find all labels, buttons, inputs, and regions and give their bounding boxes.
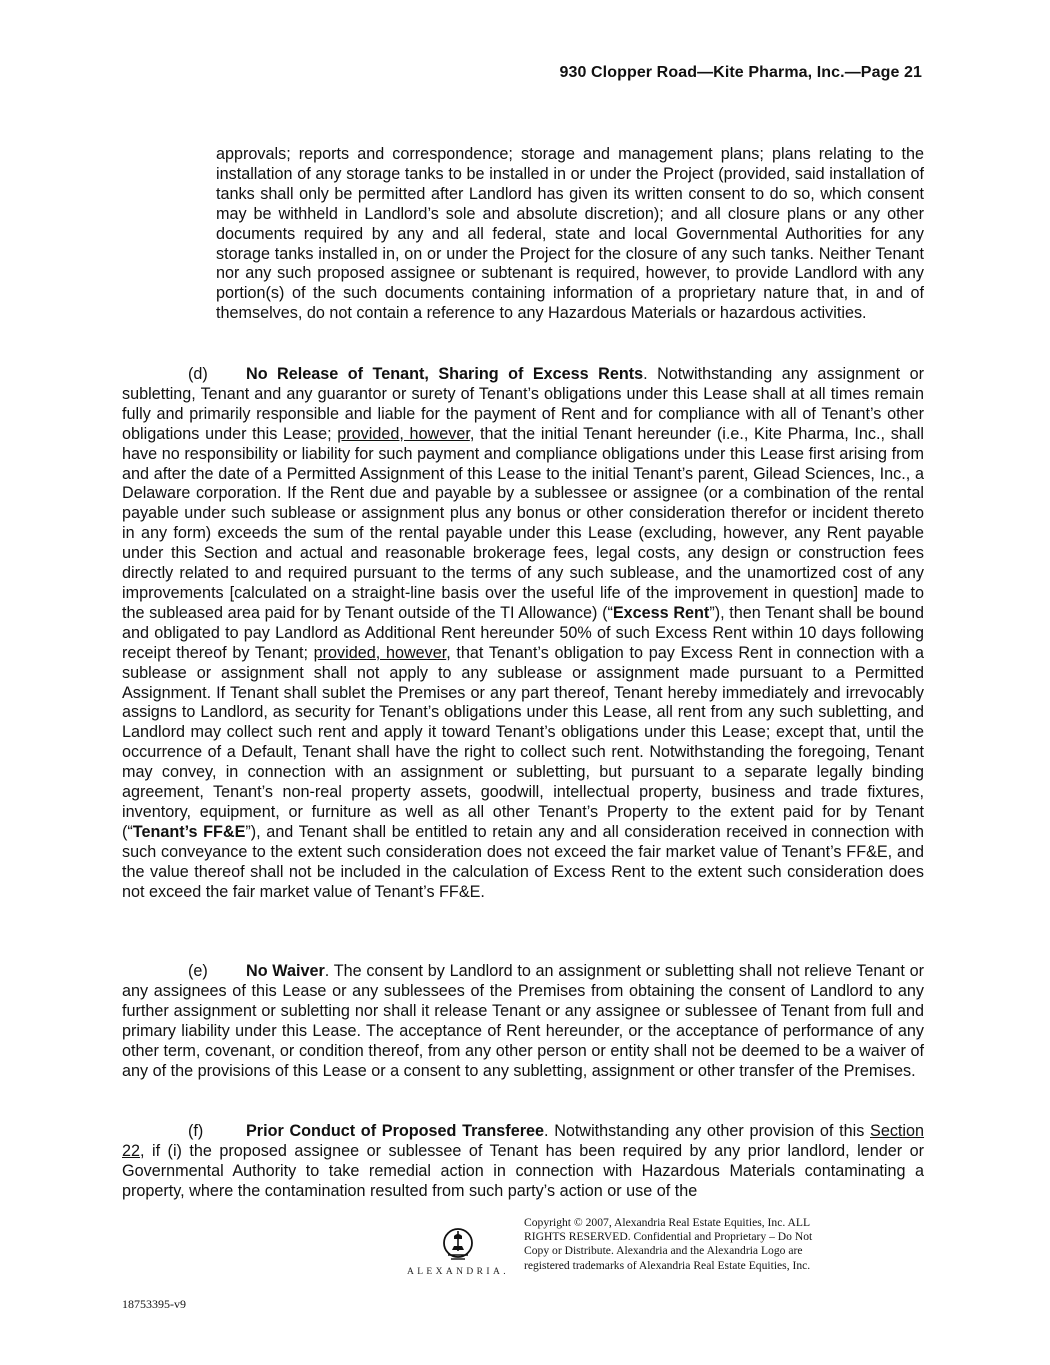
section-d-paragraph (122, 365, 924, 902)
section-e-text: . The consent by Landlord to an assignment or subletting shall not relieve Tenant or any assignees of this Lease or any sublessees of the Premises from obtaining the consent of Landlord to any further assignment or subletting nor shall it release Tenant or any assignee or sublessee of Tenant from full and primary liability under this Lease. The acceptance of Rent hereunder, or the acceptance of performance of any other term, covenant, or condition thereof, from any other person or entity shall not be deemed to be a waiver of any of the provisions of this Lease or a consent to any subletting, assignment or other transfer of the Premises. (122, 962, 925, 1080)
copyright-line: RIGHTS RESERVED. Confidential and Proprietary – Do Not (524, 1230, 813, 1244)
copyright-notice (524, 1216, 894, 1273)
section-f-letter: (f) (188, 1122, 204, 1140)
section-d-heading: No Release of Tenant, Sharing of Excess Rents (246, 365, 644, 383)
section-d-text-1: . Notwithstanding any assignment or subletting, Tenant and any guarantor or surety of Tenant’s obligations under this Lease shall at all times remain fully and primarily responsible and liable for the payment of Rent and for compliance with all of Tenant’s other obligations under this Lease; (122, 365, 925, 443)
section-22-reference: Section 22 (122, 1122, 925, 1160)
tenants-ffe-term: Tenant’s FF&E (132, 822, 246, 841)
section-d-text-4: , that Tenant’s obligation to pay Excess Rent in connection with a sublease or assignment shall not apply to any sublease or assignment made pursuant to a Permitted Assignment. If Tenant shall sublet the Premises or any part thereof, Tenant hereby immediately and irrevocably assigns to Landlord, as security for Tenant’s obligations under this Lease, all rent from any such subletting, and Landlord may collect such rent and apply it toward Tenant’s obligations under this Lease; except that, until the occurrence of a Default, Tenant shall have the right to collect such rent. Notwithstanding the foregoing, Tenant may convey, in connection with an assignment or subletting, but pursuant to a separate legally binding agreement, Tenant’s non-real property assets, goodwill, intellectual property, business and trade fixtures, inventory, equipment, or furniture as well as all other Tenant’s Property to the extent paid for by Tenant (“ (122, 643, 924, 841)
copyright-line: Copyright © 2007, Alexandria Real Estate Equities, Inc. ALL (524, 1216, 811, 1229)
section-f-text-1: . Notwithstanding any other provision of this (544, 1122, 871, 1140)
approvals-continuation-paragraph: approvals; reports and correspondence; storage and management plans; plans relating to the installation of any storage tanks to be installed in or under the Project (provided, said installation of tanks shall only be permitted after Landlord has given its written consent to do so, which consent may be withheld in Landlord’s sole and absolute discretion); and all closure plans or any other documents required by any and all federal, state and local Governmental Authorities for any storage tanks installed in, on or under the Project for the closure of any such tanks. Neither Tenant nor any such proposed assignee or subtenant is required, however, to provide Landlord with any portion(s) of the such documents containing information of a proprietary nature that, in and of themselves, do not contain a reference to any Hazardous Materials or hazardous activities. (216, 145, 924, 323)
document-id: 18753395-v9 (122, 1297, 186, 1311)
section-d-text-5: ”), and Tenant shall be entitled to retain any and all consideration received in connection with such conveyance to the extent such consideration does not exceed the fair market value of Tenant’s FF&E, and the value thereof shall not be included in the calculation of Excess Rent to the extent such consideration does not exceed the fair market value of Tenant’s FF&E. (122, 822, 924, 901)
copyright-line: registered trademarks of Alexandria Real Estate Equities, Inc. (524, 1258, 811, 1272)
alexandria-logo-text: ALEXANDRIA. (406, 1267, 510, 1277)
alexandria-logo-icon (440, 1226, 476, 1264)
alexandria-logo (396, 1226, 520, 1277)
section-d-provided-however-1: provided, however (337, 424, 470, 443)
section-d-text-3: ”), then Tenant shall be bound and obligated to pay Landlord as Additional Rent hereunder 50% of such Excess Rent within 10 days following receipt thereof by Tenant; (122, 603, 925, 662)
section-f-text-2: , if (i) the proposed assignee or sublessee of Tenant has been required by any prior landlord, lender or Governmental Authority to take remedial action in connection with Hazardous Materials contaminating a property, where the contamination resulted from such party’s action or use of the (122, 1141, 924, 1200)
excess-rent-term: Excess Rent (612, 603, 710, 622)
section-d-letter: (d) (188, 365, 208, 383)
page-header: 930 Clopper Road—Kite Pharma, Inc.—Page 21 (559, 64, 922, 81)
section-e-paragraph (122, 962, 924, 1081)
copyright-line: Copy or Distribute. Alexandria and the Alexandria Logo are (524, 1244, 803, 1258)
section-e-letter: (e) (188, 962, 208, 980)
section-d-provided-however-2: provided, however (313, 643, 447, 662)
section-f-heading: Prior Conduct of Proposed Transferee (246, 1122, 545, 1140)
section-d-text-2: , that the initial Tenant hereunder (i.e., Kite Pharma, Inc., shall have no responsibility or liability for such payment and compliance obligations under this Lease first arising from and after the date of a Permitted Assignment of this Lease to the initial Tenant’s parent, Gilead Sciences, Inc., a Delaware corporation. If the Rent due and payable by a sublessee or assignee (or a combination of the rental payable under such sublease or assignment plus any bonus or other consideration therefor or incident thereto in any form) exceeds the sum of the rental payable under this Lease (excluding, however, any Rent payable under this Section and actual and reasonable brokerage fees, legal costs, any design or construction fees directly related to and required pursuant to the terms of any such sublease, and the unamortized cost of any improvements [calculated on a straight-line basis over the useful life of the improvement in question] made to the subleased area paid for by Tenant outside of the TI Allowance) (“ (122, 424, 924, 622)
section-e-heading: No Waiver (246, 962, 325, 980)
section-f-paragraph (122, 1122, 924, 1202)
